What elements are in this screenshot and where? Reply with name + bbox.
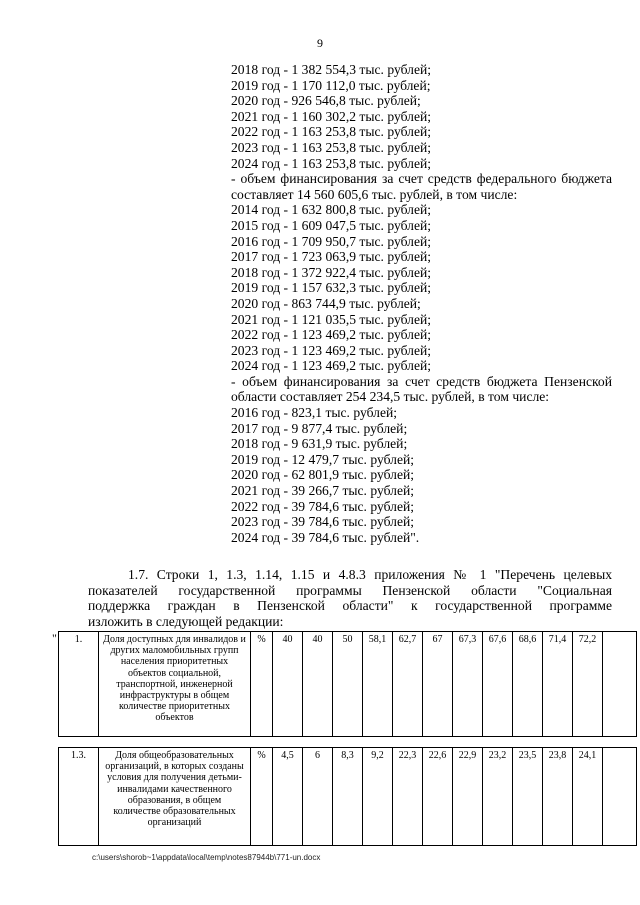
value-cell: 23,8 bbox=[543, 748, 573, 846]
financing-line: 2019 год - 12 479,7 тыс. рублей; bbox=[231, 451, 415, 467]
value-cell: 40 bbox=[273, 632, 303, 737]
financing-line: 2023 год - 39 784,6 тыс. рублей; bbox=[231, 514, 415, 530]
value-cell: 72,2 bbox=[573, 632, 603, 737]
empty-cell bbox=[603, 748, 637, 846]
page-number: 9 bbox=[317, 36, 323, 50]
value-cell: 6 bbox=[303, 748, 333, 846]
value-cell: 67 bbox=[423, 632, 453, 737]
row-number: 1. bbox=[59, 632, 99, 737]
financing-line: 2018 год - 9 631,9 тыс. рублей; bbox=[231, 436, 408, 452]
value-cell: 23,2 bbox=[483, 748, 513, 846]
amendment-paragraph bbox=[88, 567, 612, 629]
value-cell: 22,6 bbox=[423, 748, 453, 846]
financing-line: 2020 год - 62 801,9 тыс. рублей; bbox=[231, 467, 415, 483]
file-path-footer: c:\users\shorob~1\appdata\local\temp\notes87944b\771-un.docx bbox=[92, 853, 321, 862]
indicator-name: Доля общеобразовательных организаций, в которых созданы условия для получения детьми-инвалидами качественного образования, в общем количестве образовательных организаций bbox=[99, 748, 251, 846]
indicator-table-row-1 bbox=[58, 631, 637, 737]
value-cell: 68,6 bbox=[513, 632, 543, 737]
financing-line: 2016 год - 1 709 950,7 тыс. рублей; bbox=[231, 233, 432, 249]
financing-line: 2017 год - 1 723 063,9 тыс. рублей; bbox=[231, 249, 432, 265]
financing-line: 2021 год - 1 121 035,5 тыс. рублей; bbox=[231, 311, 432, 327]
financing-line: 2024 год - 39 784,6 тыс. рублей". bbox=[231, 529, 420, 545]
value-cell: 50 bbox=[333, 632, 363, 737]
value-cell: 71,4 bbox=[543, 632, 573, 737]
financing-line: 2019 год - 1 170 112,0 тыс. рублей; bbox=[231, 77, 431, 93]
unit-cell: % bbox=[251, 748, 273, 846]
table-row bbox=[59, 748, 637, 846]
value-cell: 22,3 bbox=[393, 748, 423, 846]
financing-line: 2022 год - 1 123 469,2 тыс. рублей; bbox=[231, 327, 432, 343]
value-cell: 62,7 bbox=[393, 632, 423, 737]
empty-cell bbox=[603, 632, 637, 737]
value-cell: 8,3 bbox=[333, 748, 363, 846]
paragraph-line: поддержка граждан в Пензенской области" к государственной программе bbox=[88, 598, 612, 614]
indicator-table-row-1-3 bbox=[58, 747, 637, 846]
financing-line: 2023 год - 1 163 253,8 тыс. рублей; bbox=[231, 139, 432, 155]
financing-line: 2020 год - 863 744,9 тыс. рублей; bbox=[231, 295, 421, 311]
table-row bbox=[59, 632, 637, 737]
financing-line: 2014 год - 1 632 800,8 тыс. рублей; bbox=[231, 202, 432, 218]
value-cell: 67,6 bbox=[483, 632, 513, 737]
financing-line: 2017 год - 9 877,4 тыс. рублей; bbox=[231, 420, 408, 436]
financing-line: 2024 год - 1 163 253,8 тыс. рублей; bbox=[231, 155, 432, 171]
financing-line: 2015 год - 1 609 047,5 тыс. рублей; bbox=[231, 217, 432, 233]
value-cell: 58,1 bbox=[363, 632, 393, 737]
financing-line: 2023 год - 1 123 469,2 тыс. рублей; bbox=[231, 342, 432, 358]
financing-line: 2016 год - 823,1 тыс. рублей; bbox=[231, 405, 398, 421]
financing-line: 2018 год - 1 382 554,3 тыс. рублей; bbox=[231, 62, 432, 77]
value-cell: 9,2 bbox=[363, 748, 393, 846]
value-cell: 67,3 bbox=[453, 632, 483, 737]
financing-line: 2024 год - 1 123 469,2 тыс. рублей; bbox=[231, 358, 432, 374]
value-cell: 40 bbox=[303, 632, 333, 737]
financing-line: 2021 год - 1 160 302,2 тыс. рублей; bbox=[231, 108, 432, 124]
financing-line: 2022 год - 1 163 253,8 тыс. рублей; bbox=[231, 124, 432, 140]
financing-line: 2018 год - 1 372 922,4 тыс. рублей; bbox=[231, 264, 432, 280]
value-cell: 22,9 bbox=[453, 748, 483, 846]
regional-budget-statement: - объем финансирования за счет средств бюджета Пензенской области составляет 254 234,5 тыс. рублей, в том числе: bbox=[231, 373, 612, 405]
financing-line: 2020 год - 926 546,8 тыс. рублей; bbox=[231, 93, 421, 109]
financing-line: 2021 год - 39 266,7 тыс. рублей; bbox=[231, 483, 415, 499]
paragraph-line: 1.7. Строки 1, 1.3, 1.14, 1.15 и 4.8.3 приложения № 1 "Перечень целевых bbox=[128, 567, 612, 582]
value-cell: 4,5 bbox=[273, 748, 303, 846]
financing-line: 2019 год - 1 157 632,3 тыс. рублей; bbox=[231, 280, 432, 296]
row-number: 1.3. bbox=[59, 748, 99, 846]
value-cell: 23,5 bbox=[513, 748, 543, 846]
paragraph-line: изложить в следующей редакции: bbox=[88, 613, 284, 629]
indicator-name: Доля доступных для инвалидов и других маломобильных групп населения приоритетных объектов социальной, транспортной, инженерной инфраструктуры в общем количестве приоритетных объектов bbox=[99, 632, 251, 737]
value-cell: 24,1 bbox=[573, 748, 603, 846]
financing-volumes-block bbox=[231, 62, 612, 545]
opening-quote-mark: " bbox=[52, 631, 57, 645]
unit-cell: % bbox=[251, 632, 273, 737]
financing-line: 2022 год - 39 784,6 тыс. рублей; bbox=[231, 498, 415, 514]
paragraph-line: показателей государственной программы Пензенской области "Социальная bbox=[88, 582, 612, 598]
federal-budget-statement: - объем финансирования за счет средств федерального бюджета составляет 14 560 605,6 тыс. рублей, в том числе: bbox=[231, 171, 612, 202]
